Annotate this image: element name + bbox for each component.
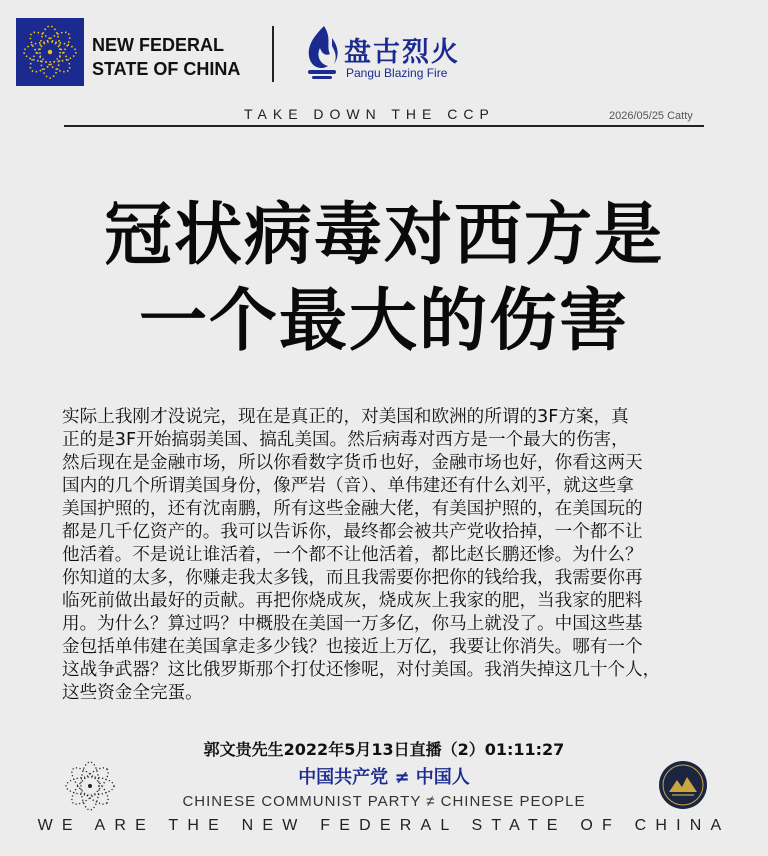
body-line: 你知道的太多，你赚走我太多钱，而且我需要你把你的钱给我，我需要你再 [62,568,643,588]
footer-motto: WE ARE THE NEW FEDERAL STATE OF CHINA [37,817,731,834]
body-line: 用。为什么？算过吗？中概股在美国一万多亿，你马上就没了。中国这些基 [62,614,643,634]
body-line: 国内的几个所谓美国身份，像严岩（音）、单伟建还有什么刘平，就这些拿 [62,476,634,496]
body-line: 临死前做出最好的贡献。再把你烧成灰，烧成灰上我家的肥，当我家的肥料 [62,591,643,611]
org-name-line1: NEW FEDERAL [92,35,224,55]
slogan-english: CHINESE COMMUNIST PARTY ≠ CHINESE PEOPLE [182,793,586,810]
body-line: 美国护照的，还有沈南鹏，所有这些金融大佬，有美国护照的，在美国玩的 [62,499,643,519]
tagline: TAKE DOWN THE CCP [244,106,495,122]
body-line: 然后现在是金融市场，所以你看数字货币也好，金融市场也好，你看这两天 [62,453,643,473]
slogan-chinese: 中国共产党 ≠ 中国人 [298,767,470,788]
body-line: 都是几千亿资产的。我可以告诉你，最终都会被共产党收拾掉，一个都不让 [62,522,643,542]
pangu-brand-english: Pangu Blazing Fire [346,66,448,80]
headline-line2: 一个最大的伤害 [138,282,629,361]
dateline: 2026/05/25 Catty [609,110,693,122]
nfsc-flag-icon [16,18,84,86]
org-name-line2: STATE OF CHINA [92,59,241,79]
article-body [62,406,718,705]
org-name [92,33,240,81]
body-line: 他活着。不是说让谁活着，一个都不让他活着，都比赵长鹏还惨。为什么？ [62,545,643,565]
headline-line1: 冠状病毒对西方是 [103,196,664,275]
source-attribution: 郭文贵先生2022年5月13日直播（2）01:11:27 [203,740,565,759]
body-line: 金包括单伟建在美国拿走多少钱？也接近上万亿，我要让你消失。哪有一个 [62,637,643,657]
pangu-brand-name: 盘古烈火 [344,37,460,68]
body-line: 这些资金全完蛋。 [62,683,203,703]
pangu-flame-logo-icon [302,24,342,82]
body-line: 这战争武器？这比俄罗斯那个打仗还惨呢，对付美国。我消失掉这几十个人， [62,660,661,680]
body-line: 正的是3F开始搞弱美国、搞乱美国。然后病毒对西方是一个最大的伤害， [62,430,629,450]
header-rule [64,125,704,127]
body-line: 实际上我刚才没说完，现在是真正的，对美国和欧洲的所谓的3F方案，真 [62,407,629,427]
header-divider [272,26,274,82]
